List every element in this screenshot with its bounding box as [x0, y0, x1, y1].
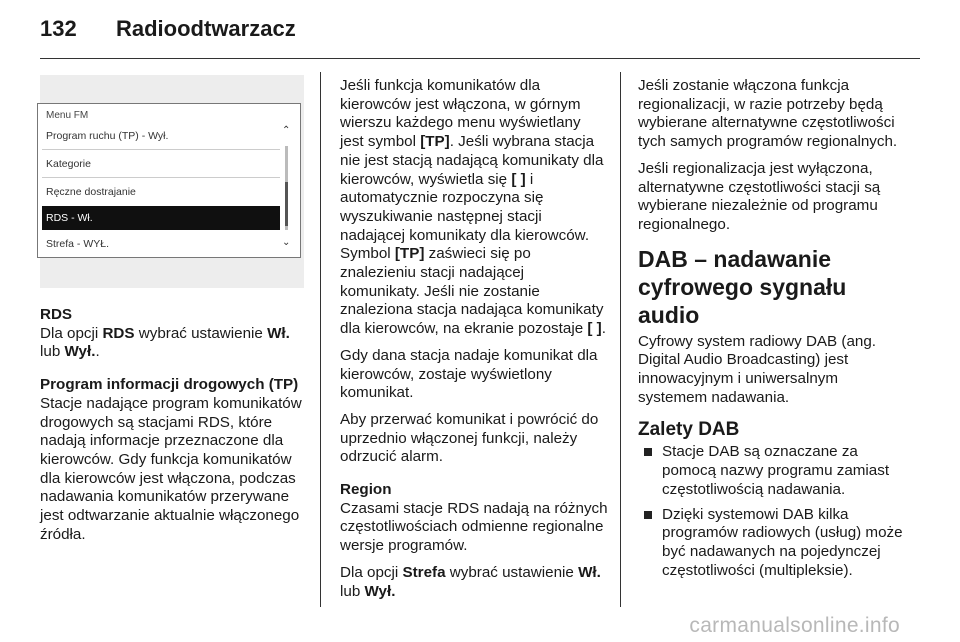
- column-3: [638, 77, 908, 586]
- column-divider-2: [620, 72, 621, 607]
- column-divider-1: [320, 72, 321, 607]
- regionalization-on-paragraph: Jeśli zostanie włączona funkcja regionalizacji, w razie potrzeby będą wybierane alternatywne częstotliwości tych samych programów regionalnych.: [638, 77, 898, 151]
- header-rule: [40, 58, 920, 59]
- dab-paragraph: Cyfrowy system radiowy DAB (ang. Digital Audio Broadcasting) jest innowacyjnym i uniwersalnym systemem nadawania.: [638, 332, 877, 406]
- list-item: Dzięki systemowi DAB kilka programów radiowych (usług) może być nadawanych na pojedynczej częstotliwości (multipleksie).: [638, 506, 908, 581]
- dab-advantages-heading: Zalety DAB: [638, 419, 740, 441]
- screen-divider: [42, 149, 280, 150]
- rds-paragraph: Dla opcji RDS wybrać ustawienie Wł. lub Wył..: [40, 324, 290, 361]
- region-paragraph: Czasami stacje RDS nadają na różnych częstotliwościach odmienne regionalne wersje programów.: [340, 499, 608, 555]
- screen-menu-item-rds-selected: RDS - Wł.: [42, 206, 280, 230]
- page-title: Radioodtwarzacz: [116, 16, 296, 41]
- screen-divider: [42, 177, 280, 178]
- screen-scrollbar-thumb: [285, 182, 288, 226]
- region-heading: Region: [340, 481, 392, 499]
- column-1: [40, 306, 310, 552]
- screen-menu-item-kategorie: Kategorie: [46, 158, 91, 170]
- chevron-down-icon: ⌄: [282, 237, 291, 248]
- list-item: Stacje DAB są oznaczane za pomocą nazwy programu zamiast częstotliwością nadawania.: [638, 443, 908, 499]
- screen-menu-item-manual-tuning: Ręczne dostrajanie: [46, 186, 136, 198]
- radio-screen: [37, 103, 301, 258]
- rds-heading: RDS: [40, 306, 73, 323]
- tp-paragraph: Stacje nadające program komunikatów drogowych są stacjami RDS, które nadają informacje przeznaczone dla kierowców. Gdy funkcja komunikatów dla kierowców jest włączona, podczas nadawania komunikatów przerywane jest odtwarzanie aktualnie włączonego źródła.: [40, 394, 302, 543]
- dab-heading: DAB – nadawanie cyfrowego sygnału audio: [638, 245, 847, 328]
- tp-symbol-paragraph: Jeśli funkcja komunikatów dla kierowców jest włączona, w górnym wierszu każdego menu wyświetlany jest symbol [TP]. Jeśli wybrana stacja nie jest stacją nadającą komunikaty dla kierowców, wyświetla się [ ] i automatycznie rozpoczyna się wyszukiwanie następnej stacji nadającej komunikaty dla kierowców. Symbol [TP] zaświeci się po znalezieniu stacji nadającej komunikaty. Jeśli nie zostanie znaleziona stacja nadająca komunikaty dla kierowców, na ekranie pozostaje [ ].: [340, 77, 606, 338]
- screen-menu-item-tp: Program ruchu (TP) - Wył.: [46, 130, 169, 142]
- tp-heading: Program informacji drogowych (TP): [40, 376, 299, 394]
- regionalization-off-paragraph: Jeśli regionalizacja jest wyłączona, alternatywne częstotliwości stacji są wybierane niezależnie od programu regionalnego.: [638, 159, 881, 233]
- strefa-paragraph: Dla opcji Strefa wybrać ustawienie Wł. lub Wył.: [340, 563, 601, 600]
- chevron-up-icon: ⌃: [282, 125, 291, 136]
- interrupt-paragraph: Aby przerwać komunikat i powrócić do uprzednio włączonej funkcji, należy odrzucić alarm.: [340, 410, 599, 466]
- screen-menu-item-strefa: Strefa - WYŁ.: [46, 238, 110, 250]
- page-number: 132: [40, 16, 77, 41]
- column-2: [340, 77, 608, 609]
- screen-menu-title: Menu FM: [46, 110, 89, 121]
- watermark: carmanualsonline.info: [689, 614, 900, 637]
- dab-advantages-list: [638, 443, 908, 580]
- page-header: [40, 16, 296, 42]
- announcement-paragraph: Gdy dana stacja nadaje komunikat dla kierowców, zostaje wyświetlony komunikat.: [340, 346, 598, 402]
